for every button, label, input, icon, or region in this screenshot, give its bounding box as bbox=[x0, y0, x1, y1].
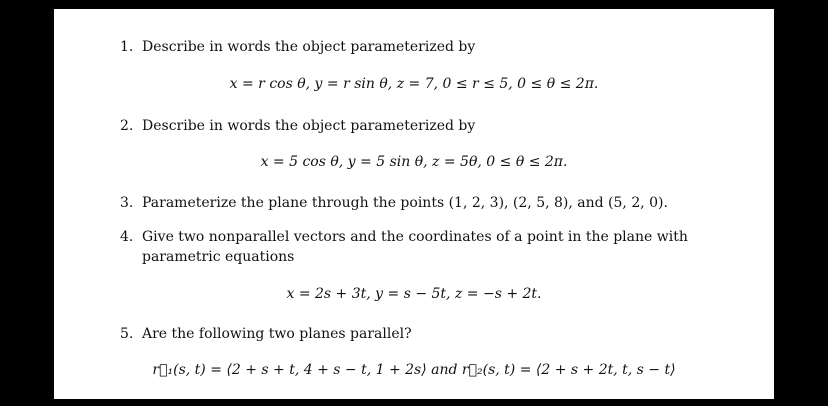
problem-number: 5. bbox=[120, 326, 134, 342]
problem-5-equation: r⃗₁(s, t) = ⟨2 + s + t, 4 + s − t, 1 + 2s⟩ and r⃗₂(s, t) = ⟨2 + s + 2t, t, s − t⟩ bbox=[152, 362, 676, 378]
problem-4 bbox=[120, 227, 710, 267]
problem-text: Describe in words the object parameterized by bbox=[142, 118, 476, 134]
problem-number: 4. bbox=[120, 229, 134, 245]
problem-2-equation: x = 5 cos θ, y = 5 sin θ, z = 5θ, 0 ≤ θ ≤ 2π. bbox=[260, 154, 568, 170]
problem-number: 3. bbox=[120, 195, 134, 211]
problem-text: Are the following two planes parallel? bbox=[142, 326, 412, 342]
problem-2 bbox=[120, 116, 710, 136]
problem-5 bbox=[120, 324, 710, 344]
problem-number: 1. bbox=[120, 39, 134, 55]
problem-4-equation: x = 2s + 3t, y = s − 5t, z = −s + 2t. bbox=[286, 286, 542, 302]
problem-sheet bbox=[54, 9, 774, 399]
problem-1 bbox=[120, 37, 710, 57]
problem-1-equation: x = r cos θ, y = r sin θ, z = 7, 0 ≤ r ≤ 5, 0 ≤ θ ≤ 2π. bbox=[229, 76, 599, 92]
problem-text: Give two nonparallel vectors and the coordinates of a point in the plane with parametric equations bbox=[142, 229, 688, 265]
problem-number: 2. bbox=[120, 118, 134, 134]
problem-text: Describe in words the object parameterized by bbox=[142, 39, 476, 55]
problem-3 bbox=[120, 193, 710, 213]
problem-text: Parameterize the plane through the points (1, 2, 3), (2, 5, 8), and (5, 2, 0). bbox=[142, 195, 668, 211]
